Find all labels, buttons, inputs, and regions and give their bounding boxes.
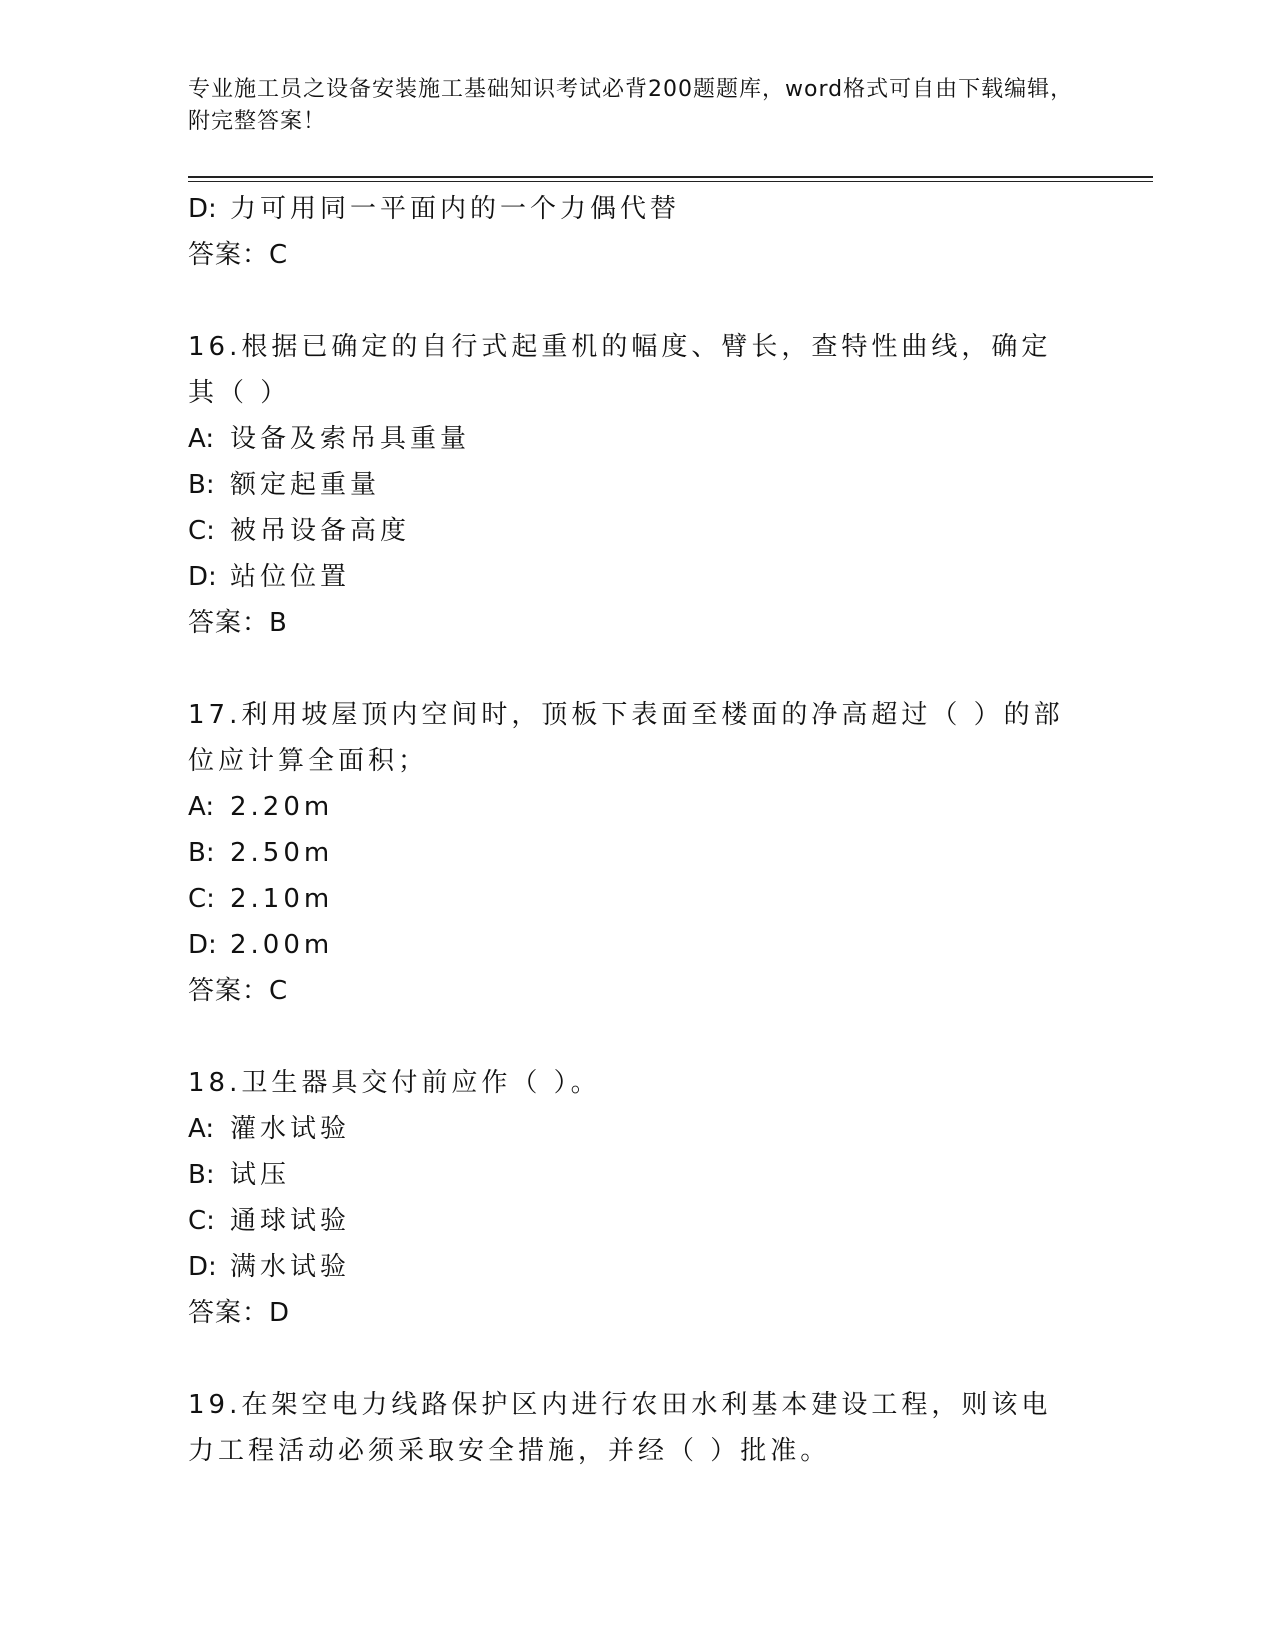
question-text: 17.利用坡屋顶内空间时，顶板下表面至楼面的净高超过（ ）的部位应计算全面积； [188,700,1064,776]
option-a [188,784,1088,830]
header-divider-thick [188,176,1153,178]
option-letter: B: [188,470,215,500]
option-letter: B: [188,1160,215,1190]
option-b [188,462,1088,508]
option-text: 额定起重量 [230,470,381,500]
option-letter: D: [188,930,217,960]
option-d [188,186,1088,232]
header-divider-thin [188,181,1153,182]
question-text: 18.卫生器具交付前应作（ ）。 [188,1068,601,1098]
option-text: 满水试验 [230,1252,351,1282]
option-text: 灌水试验 [230,1114,351,1144]
option-letter: A: [188,792,215,822]
option-letter: B: [188,838,215,868]
spacer [188,1336,1088,1382]
spacer [188,646,1088,692]
option-letter: D: [188,194,217,224]
option-c [188,1198,1088,1244]
option-text: 2.20m [230,792,334,822]
option-text: 通球试验 [230,1206,351,1236]
option-text: 试压 [230,1160,291,1190]
question-list [188,186,1088,1474]
answer-line: 答案：C [188,240,289,270]
option-letter: C: [188,884,215,914]
option-a [188,416,1088,462]
option-d [188,554,1088,600]
answer-line: 答案：D [188,1298,291,1328]
option-a [188,1106,1088,1152]
option-c [188,876,1088,922]
option-text: 设备及索吊具重量 [230,424,471,454]
spacer [188,278,1088,324]
document-header: 专业施工员之设备安装施工基础知识考试必背200题题库，word格式可自由下载编辑，附完整答案！ [188,77,1074,134]
option-letter: D: [188,562,217,592]
option-letter: C: [188,516,215,546]
option-text: 2.50m [230,838,334,868]
option-c [188,508,1088,554]
option-b [188,830,1088,876]
question-text: 16.根据已确定的自行式起重机的幅度、臂长，查特性曲线，确定其（ ） [188,332,1052,408]
option-d [188,922,1088,968]
option-d [188,1244,1088,1290]
option-letter: A: [188,1114,215,1144]
option-text: 力可用同一平面内的一个力偶代替 [230,194,681,224]
option-b [188,1152,1088,1198]
option-letter: D: [188,1252,217,1282]
option-text: 2.00m [230,930,334,960]
option-text: 2.10m [230,884,334,914]
option-letter: C: [188,1206,215,1236]
spacer [188,1014,1088,1060]
option-letter: A: [188,424,215,454]
answer-line: 答案：C [188,976,289,1006]
question-text: 19.在架空电力线路保护区内进行农田水利基本建设工程，则该电力工程活动必须采取安全措施，并经（ ）批准。 [188,1390,1052,1466]
option-text: 站位位置 [230,562,351,592]
option-text: 被吊设备高度 [230,516,411,546]
answer-line: 答案：B [188,608,288,638]
